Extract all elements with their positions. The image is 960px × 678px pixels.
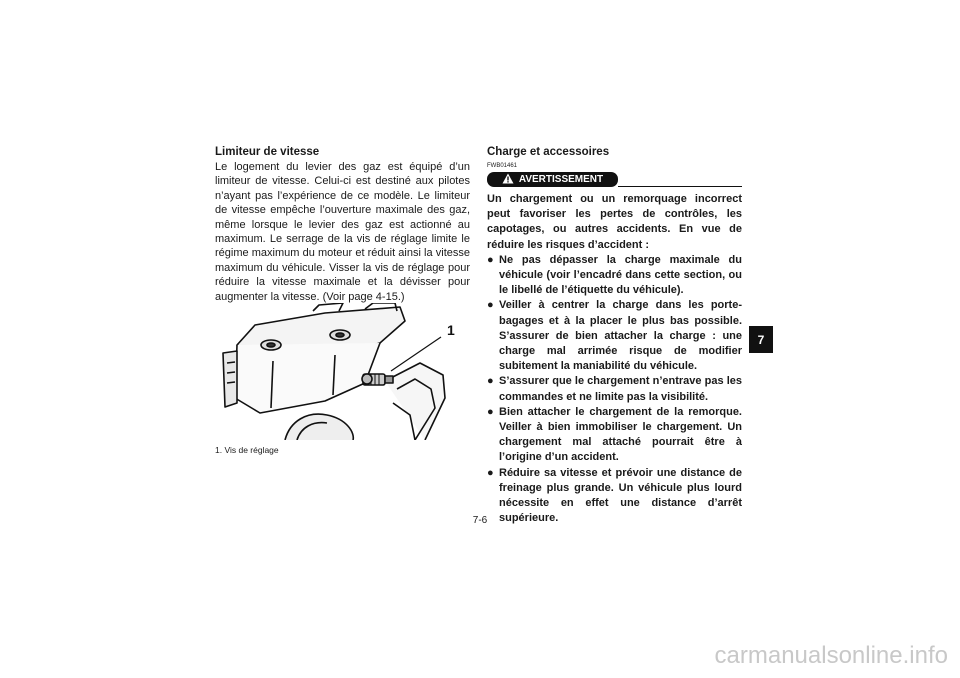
list-item: ● Veiller à centrer la charge dans les porte-bagages et à la placer le plus bas possible. S’assurer de bien attacher la charge : une charge mal arrimée risque de modifier subitement la maniabilité du véhicule. (487, 299, 742, 373)
page-number: 7-6 (472, 515, 488, 526)
warning-list (487, 253, 742, 527)
right-column (487, 145, 742, 526)
reference-code: FWB01461 (487, 163, 518, 169)
bullet-icon: ● (487, 253, 494, 266)
warning-intro: Un chargement ou un remorquage incorrect peut favoriser les pertes de contrôles, les capotages, ou autres accidents. En vue de réduire les risques d’accident : (487, 193, 742, 251)
bullet-icon: ● (487, 466, 494, 479)
left-column (215, 145, 470, 304)
figure-caption: 1. Vis de réglage (215, 445, 279, 455)
throttle-housing-figure (215, 303, 470, 440)
warning-label: AVERTISSEMENT (518, 174, 604, 185)
list-item: ● Ne pas dépasser la charge maximale du véhicule (voir l’encadré dans cette section, ou le libellé de l’étiquette du véhicule). (487, 253, 742, 297)
list-item: ● S’assurer que le chargement n’entrave pas les commandes et ne limite pas la visibilité. (487, 375, 742, 403)
list-item: ● Réduire sa vitesse et prévoir une distance de freinage plus grande. Un véhicule plus lourd nécessite en effet une distance d’arrêt supérieure. (487, 466, 742, 525)
warning-rule (618, 186, 742, 187)
bullet-icon: ● (487, 299, 494, 312)
section-heading-speed-limiter: Limiteur de vitesse (215, 146, 320, 158)
warning-triangle-icon (502, 173, 514, 187)
chapter-tab: 7 (749, 326, 773, 353)
warning-header (487, 172, 742, 189)
throttle-housing-illustration (215, 303, 470, 440)
section-heading-load: Charge et accessoires (487, 146, 610, 158)
speed-limiter-text: Le logement du levier des gaz est équipé d’un limiteur de vitesse. Celui-ci est destiné aux pilotes n’ayant pas l’expérience de ce modèle. Le limiteur de vitesse empêche l’ouverture maximale des gaz, même lorsque le levier des gaz est actionné au maximum. Le serrage de la vis de réglage limite le régime maximum du moteur et réduit ainsi la vitesse maximum du véhicule. Visser la vis de réglage pour réduire la vitesse maximale et la dévisser pour augmenter la vitesse. (Voir page 4-15.) (215, 161, 470, 303)
watermark: carmanualsonline.info (714, 642, 948, 669)
list-item: ● Bien attacher le chargement de la remorque. Veiller à bien immobiliser le chargement. Un chargement mal attaché pourrait être à l’origine d’un accident. (487, 405, 742, 464)
bullet-icon: ● (487, 375, 494, 388)
bullet-icon: ● (487, 405, 494, 418)
warning-badge (487, 172, 618, 187)
figure-callout-1: 1 (447, 322, 455, 338)
